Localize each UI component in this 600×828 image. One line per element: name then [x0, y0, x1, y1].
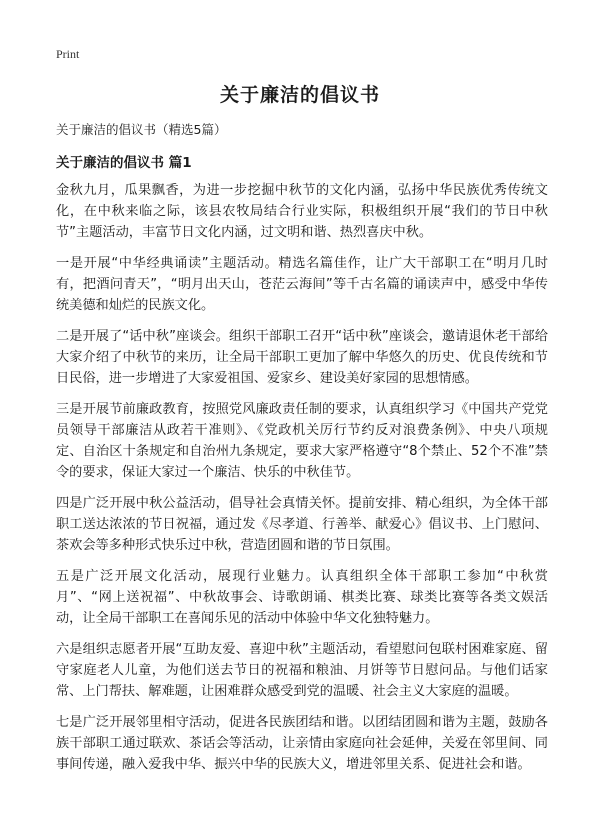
paragraph-1: 一是开展“中华经典诵读”主题活动。精选名篇佳作，让广大干部职工在“明月几时有，把酒问青天”，“明月出天山，苍茫云海间”等千古名篇的诵读声中，感受中华传统美德和灿烂的民族文化。 [56, 256, 548, 313]
section-heading: 关于廉洁的倡议书 篇1 [56, 155, 192, 171]
document-body [56, 180, 548, 785]
document-title: 关于廉洁的倡议书 [219, 84, 380, 106]
paragraph-5: 五是广泛开展文化活动，展现行业魅力。认真组织全体干部职工参加“中秋赏月”、“网上送祝福”、中秋故事会、诗歌朗诵、棋类比赛、球类比赛等各类文娱活动，让全局干部职工在喜闻乐见的活动中体验中华文化独特魅力。 [56, 569, 548, 626]
document-subtitle: 关于廉洁的倡议书（精选5篇） [56, 122, 227, 137]
paragraph-7: 七是广泛开展邻里相守活动，促进各民族团结和谐。以团结团圆和谐为主题，鼓励各族干部职工通过联欢、茶话会等活动，让亲情由家庭向社会延伸，关爱在邻里间、同事间传递，融入爱我中华、振兴中华的民族大义，增进邻里关系、促进社会和谐。 [56, 715, 548, 772]
paragraph-2: 二是开展了“话中秋”座谈会。组织干部职工召开“话中秋”座谈会，邀请退休老干部给大家介绍了中秋节的来历，让全局干部职工更加了解中华悠久的历史、优良传统和节日民俗，进一步增进了大家爱祖国、爱家乡、建设美好家园的思想情感。 [56, 329, 548, 386]
paragraph-6: 六是组织志愿者开展“互助友爱、喜迎中秋”主题活动，看望慰问包联村困难家庭、留守家庭老人儿童，为他们送去节日的祝福和粮油、月饼等节日慰问品。与他们话家常、上门帮扶、解难题，让困难群众感受到党的温暖、社会主义大家庭的温暖。 [56, 642, 548, 699]
paragraph-3: 三是开展节前廉政教育，按照党风廉政责任制的要求，认真组织学习《中国共产党党员领导干部廉洁从政若干准则》、《党政机关厉行节约反对浪费条例》、中央八项规定、自治区十条规定和自治州九条规定，要求大家严格遵守“8个禁止、52个不准”禁令的要求，保证大家过一个廉洁、快乐的中秋佳节。 [56, 402, 548, 480]
print-label: Print [56, 47, 80, 61]
paragraph-4: 四是广泛开展中秋公益活动，倡导社会真情关怀。提前安排、精心组织，为全体干部职工送达浓浓的节日祝福，通过发《尽孝道、行善举、献爱心》倡议书、上门慰问、茶欢会等多种形式快乐过中秋，营造团圆和谐的节日氛围。 [56, 496, 548, 553]
paragraph-intro: 金秋九月，瓜果飘香，为进一步挖掘中秋节的文化内涵，弘扬中华民族优秀传统文化，在中秋来临之际，该县农牧局结合行业实际，积极组织开展“我们的节日中秋节”主题活动，丰富节日文化内涵，过文明和谐、热烈喜庆中秋。 [56, 183, 548, 240]
